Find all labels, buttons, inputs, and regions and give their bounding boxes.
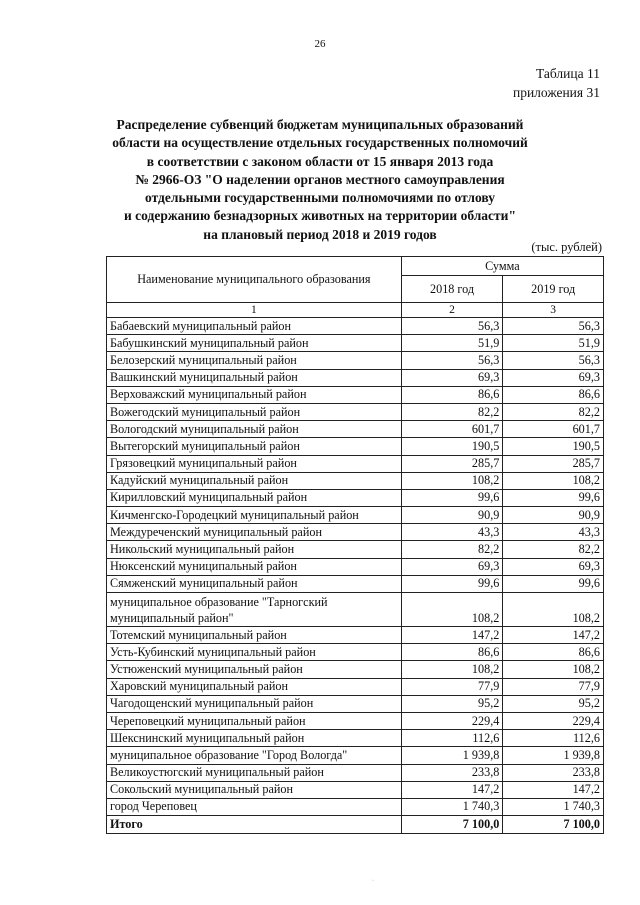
row-value-2018: 147,2 [401,627,503,644]
row-name: Усть-Кубинский муниципальный район [107,644,402,661]
row-value-2019: 233,8 [503,764,604,781]
row-value-2019: 147,2 [503,781,604,798]
subsidy-table [106,256,604,834]
row-value-2018: 108,2 [401,593,503,627]
column-index: 1 [107,303,402,318]
table-row [107,575,604,592]
row-name: Шекснинский муниципальный район [107,730,402,747]
table-row [107,798,604,815]
row-value-2019: 601,7 [503,421,604,438]
row-value-2019: 285,7 [503,455,604,472]
row-value-2019: 229,4 [503,712,604,729]
row-name: Кичменгско-Городецкий муниципальный район [107,507,402,524]
row-name: Верховажский муниципальный район [107,386,402,403]
table-row [107,352,604,369]
table-row [107,593,604,627]
table-row [107,472,604,489]
table-row [107,335,604,352]
row-name: Грязовецкий муниципальный район [107,455,402,472]
row-value-2019: 99,6 [503,489,604,506]
table-row [107,781,604,798]
row-name: Чагодощенский муниципальный район [107,695,402,712]
row-name: Сямженский муниципальный район [107,575,402,592]
table-row [107,369,604,386]
row-value-2018: 86,6 [401,386,503,403]
row-value-2018: 190,5 [401,438,503,455]
row-value-2019: 82,2 [503,403,604,420]
total-label: Итого [107,816,402,834]
row-value-2018: 69,3 [401,558,503,575]
table-reference-line2: приложения 31 [512,85,600,100]
table-row [107,558,604,575]
row-value-2018: 51,9 [401,335,503,352]
row-name: Вашкинский муниципальный район [107,369,402,386]
row-value-2018: 82,2 [401,403,503,420]
row-value-2018: 147,2 [401,781,503,798]
title-line: в соответствии с законом области от 15 января 2013 года [146,153,494,169]
row-name: Кадуйский муниципальный район [107,472,402,489]
row-name: Никольский муниципальный район [107,541,402,558]
table-row [107,678,604,695]
title-line: на плановый период 2018 и 2019 годов [203,226,437,242]
table-row [107,438,604,455]
row-value-2019: 82,2 [503,541,604,558]
row-value-2019: 69,3 [503,369,604,386]
row-value-2018: 233,8 [401,764,503,781]
row-name: Нюксенский муниципальный район [107,558,402,575]
total-row [107,816,604,834]
table-row [107,318,604,335]
row-value-2019: 95,2 [503,695,604,712]
table-row [107,524,604,541]
scan-mark: · [372,878,374,884]
row-name: город Череповец [107,798,402,815]
row-value-2018: 95,2 [401,695,503,712]
title-line: № 2966-ОЗ "О наделении органов местного самоуправления [135,171,505,187]
table-row [107,695,604,712]
row-value-2018: 99,6 [401,489,503,506]
page-number: 26 [314,38,326,50]
row-name: Великоустюгский муниципальный район [107,764,402,781]
table-row [107,747,604,764]
title-line: и содержанию безнадзорных животных на территории области" [124,208,516,224]
row-value-2019: 56,3 [503,318,604,335]
row-name: муниципальное образование "Город Вологда" [107,747,402,764]
row-value-2019: 86,6 [503,386,604,403]
row-value-2019: 69,3 [503,558,604,575]
row-value-2019: 56,3 [503,352,604,369]
title-line: области на осуществление отдельных государственных полномочий [112,135,528,151]
document-title [100,116,540,244]
table-row [107,507,604,524]
table-row [107,627,604,644]
title-line: Распределение субвенций бюджетам муниципальных образований [116,117,524,132]
row-name: Вытегорский муниципальный район [107,438,402,455]
total-2019: 7 100,0 [503,816,604,834]
row-value-2018: 82,2 [401,541,503,558]
row-value-2018: 90,9 [401,507,503,524]
row-name: Бабаевский муниципальный район [107,318,402,335]
row-name: Кирилловский муниципальный район [107,489,402,506]
row-value-2018: 229,4 [401,712,503,729]
row-name: Тотемский муниципальный район [107,627,402,644]
row-name: Череповецкий муниципальный район [107,712,402,729]
row-name: Белозерский муниципальный район [107,352,402,369]
column-index: 3 [503,303,604,318]
row-value-2019: 77,9 [503,678,604,695]
row-value-2018: 56,3 [401,318,503,335]
row-name: Устюженский муниципальный район [107,661,402,678]
row-value-2018: 1 740,3 [401,798,503,815]
table-row [107,421,604,438]
row-value-2019: 43,3 [503,524,604,541]
table-reference-line1: Таблица 11 [536,66,600,81]
row-value-2018: 86,6 [401,644,503,661]
row-name: муниципальное образование "Тарногский муниципальный район" [107,593,402,627]
table-row [107,403,604,420]
row-value-2018: 69,3 [401,369,503,386]
row-value-2019: 1 939,8 [503,747,604,764]
row-value-2019: 108,2 [503,472,604,489]
row-value-2018: 601,7 [401,421,503,438]
row-value-2018: 108,2 [401,472,503,489]
row-value-2019: 86,6 [503,644,604,661]
table-row [107,455,604,472]
table-row [107,489,604,506]
row-value-2019: 190,5 [503,438,604,455]
row-value-2019: 108,2 [503,593,604,627]
row-value-2019: 112,6 [503,730,604,747]
table-row [107,764,604,781]
row-value-2019: 90,9 [503,507,604,524]
row-name: Сокольский муниципальный район [107,781,402,798]
row-value-2019: 147,2 [503,627,604,644]
row-value-2018: 77,9 [401,678,503,695]
row-value-2018: 56,3 [401,352,503,369]
table-reference [513,64,600,102]
header-name: Наименование муниципального образования [107,257,402,303]
row-value-2019: 51,9 [503,335,604,352]
row-value-2018: 108,2 [401,661,503,678]
table-row [107,712,604,729]
header-sum: Сумма [401,257,603,276]
header-year-2019: 2019 год [503,276,604,303]
row-name: Междуреченский муниципальный район [107,524,402,541]
table-row [107,730,604,747]
table-row [107,386,604,403]
row-value-2018: 43,3 [401,524,503,541]
row-value-2019: 1 740,3 [503,798,604,815]
header-year-2018: 2018 год [401,276,503,303]
row-name: Вологодский муниципальный район [107,421,402,438]
row-value-2019: 108,2 [503,661,604,678]
row-value-2018: 1 939,8 [401,747,503,764]
table-row [107,541,604,558]
table-row [107,644,604,661]
title-line: отдельными государственными полномочиями по отлову [145,190,495,206]
row-value-2019: 99,6 [503,575,604,592]
column-index: 2 [401,303,503,318]
total-2018: 7 100,0 [401,816,503,834]
table-row [107,661,604,678]
units-label: (тыс. рублей) [531,240,602,254]
row-name: Харовский муниципальный район [107,678,402,695]
row-name: Бабушкинский муниципальный район [107,335,402,352]
row-value-2018: 112,6 [401,730,503,747]
row-value-2018: 285,7 [401,455,503,472]
row-name: Вожегодский муниципальный район [107,403,402,420]
row-value-2018: 99,6 [401,575,503,592]
